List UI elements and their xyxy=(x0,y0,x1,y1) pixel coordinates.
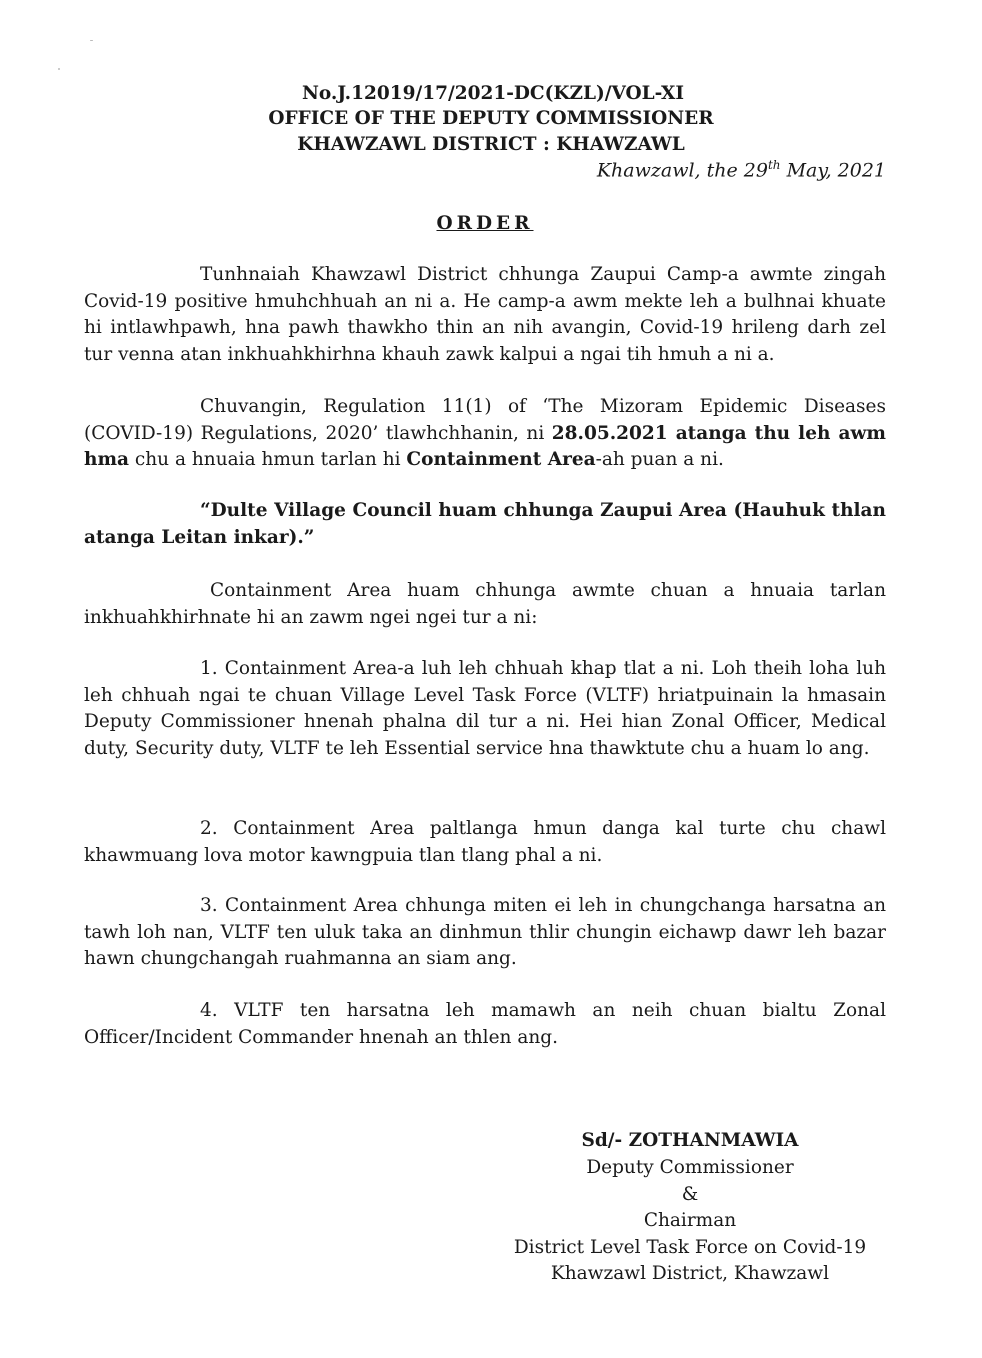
district-heading: KHAWZAWL DISTRICT : KHAWZAWL xyxy=(297,134,685,155)
paragraph-restrictions-intro: Containment Area huam chhunga awmte chuan a hnuaia tarlan inkhuahkhirhnate hi an zawm ngei ngei tur a ni: xyxy=(84,580,886,628)
designation-line: District Level Task Force on Covid-19 xyxy=(513,1236,867,1258)
designation-line: Deputy Commissioner xyxy=(586,1157,794,1178)
paragraph-declaration: Chuvangin, Regulation 11(1) of ‘The Mizoram Epidemic Diseases (COVID-19) Regulations, 2020’ tlawhchhanin, ni 28.05.2021 atanga thu leh awm hma chu a hnuaia hmun tarlan hi Containment Area-ah puan a ni. xyxy=(84,396,886,470)
list-item: 1. Containment Area-a luh leh chhuah khap tlat a ni. Loh theih loha luh leh chhuah ngai te chuan Village Level Task Force (VLTF) hriatpuinain la hmasain Deputy Commissioner hnenah phalna dil tur a ni. Hei hian Zonal Officer, Medical duty, Security duty, VLTF te leh Essential service hna thawktute chu a huam lo ang. xyxy=(84,658,886,759)
list-item: 3. Containment Area chhunga miten ei leh in chungchanga harsatna an tawh loh nan, VLTF ten uluk taka an dinhmun thlir chungin eichawp dawr leh bazar hawn chungchangah ruahmanna an siam ang. xyxy=(84,895,886,969)
order-date: Khawzawl, the 29th May, 2021 xyxy=(596,158,886,182)
list-item: 4. VLTF ten harsatna leh mamawh an neih chuan bialtu Zonal Officer/Incident Commander hnenah an thlen ang. xyxy=(84,1000,886,1048)
scan-speck xyxy=(90,40,93,41)
designation-line: Khawzawl District, Khawzawl xyxy=(550,1263,830,1284)
signatory-designation xyxy=(500,1155,880,1288)
designation-line: Chairman xyxy=(643,1210,737,1231)
reference-number: No.J.12019/17/2021-DC(KZL)/VOL-XI xyxy=(301,83,685,104)
designation-line: & xyxy=(681,1183,699,1205)
signatory-name: Sd/- ZOTHANMAWIA xyxy=(581,1130,799,1151)
list-item: 2. Containment Area paltlanga hmun danga kal turte chu chawl khawmuang lova motor kawngpuia tlan tlang phal a ni. xyxy=(84,818,886,866)
order-title: ORDER xyxy=(436,213,534,234)
paragraph-intro: Tunhnaiah Khawzawl District chhunga Zaupui Camp-a awmte zingah Covid-19 positive hmuhchhuah an ni a. He camp-a awm mekte leh a bulhnai khuate hi intlawhpawh, hna pawh thawkho thin an nih avangin, Covid-19 hrileng darh zel tur venna atan inkhuahkhirhna khauh zawk kalpui a ngai tih hmuh a ni a. xyxy=(84,264,886,365)
containment-area-name: “Dulte Village Council huam chhunga Zaupui Area (Hauhuk thlan atanga Leitan inkar).” xyxy=(84,500,886,548)
office-heading: OFFICE OF THE DEPUTY COMMISSIONER xyxy=(268,108,714,129)
scan-speck xyxy=(58,68,60,70)
